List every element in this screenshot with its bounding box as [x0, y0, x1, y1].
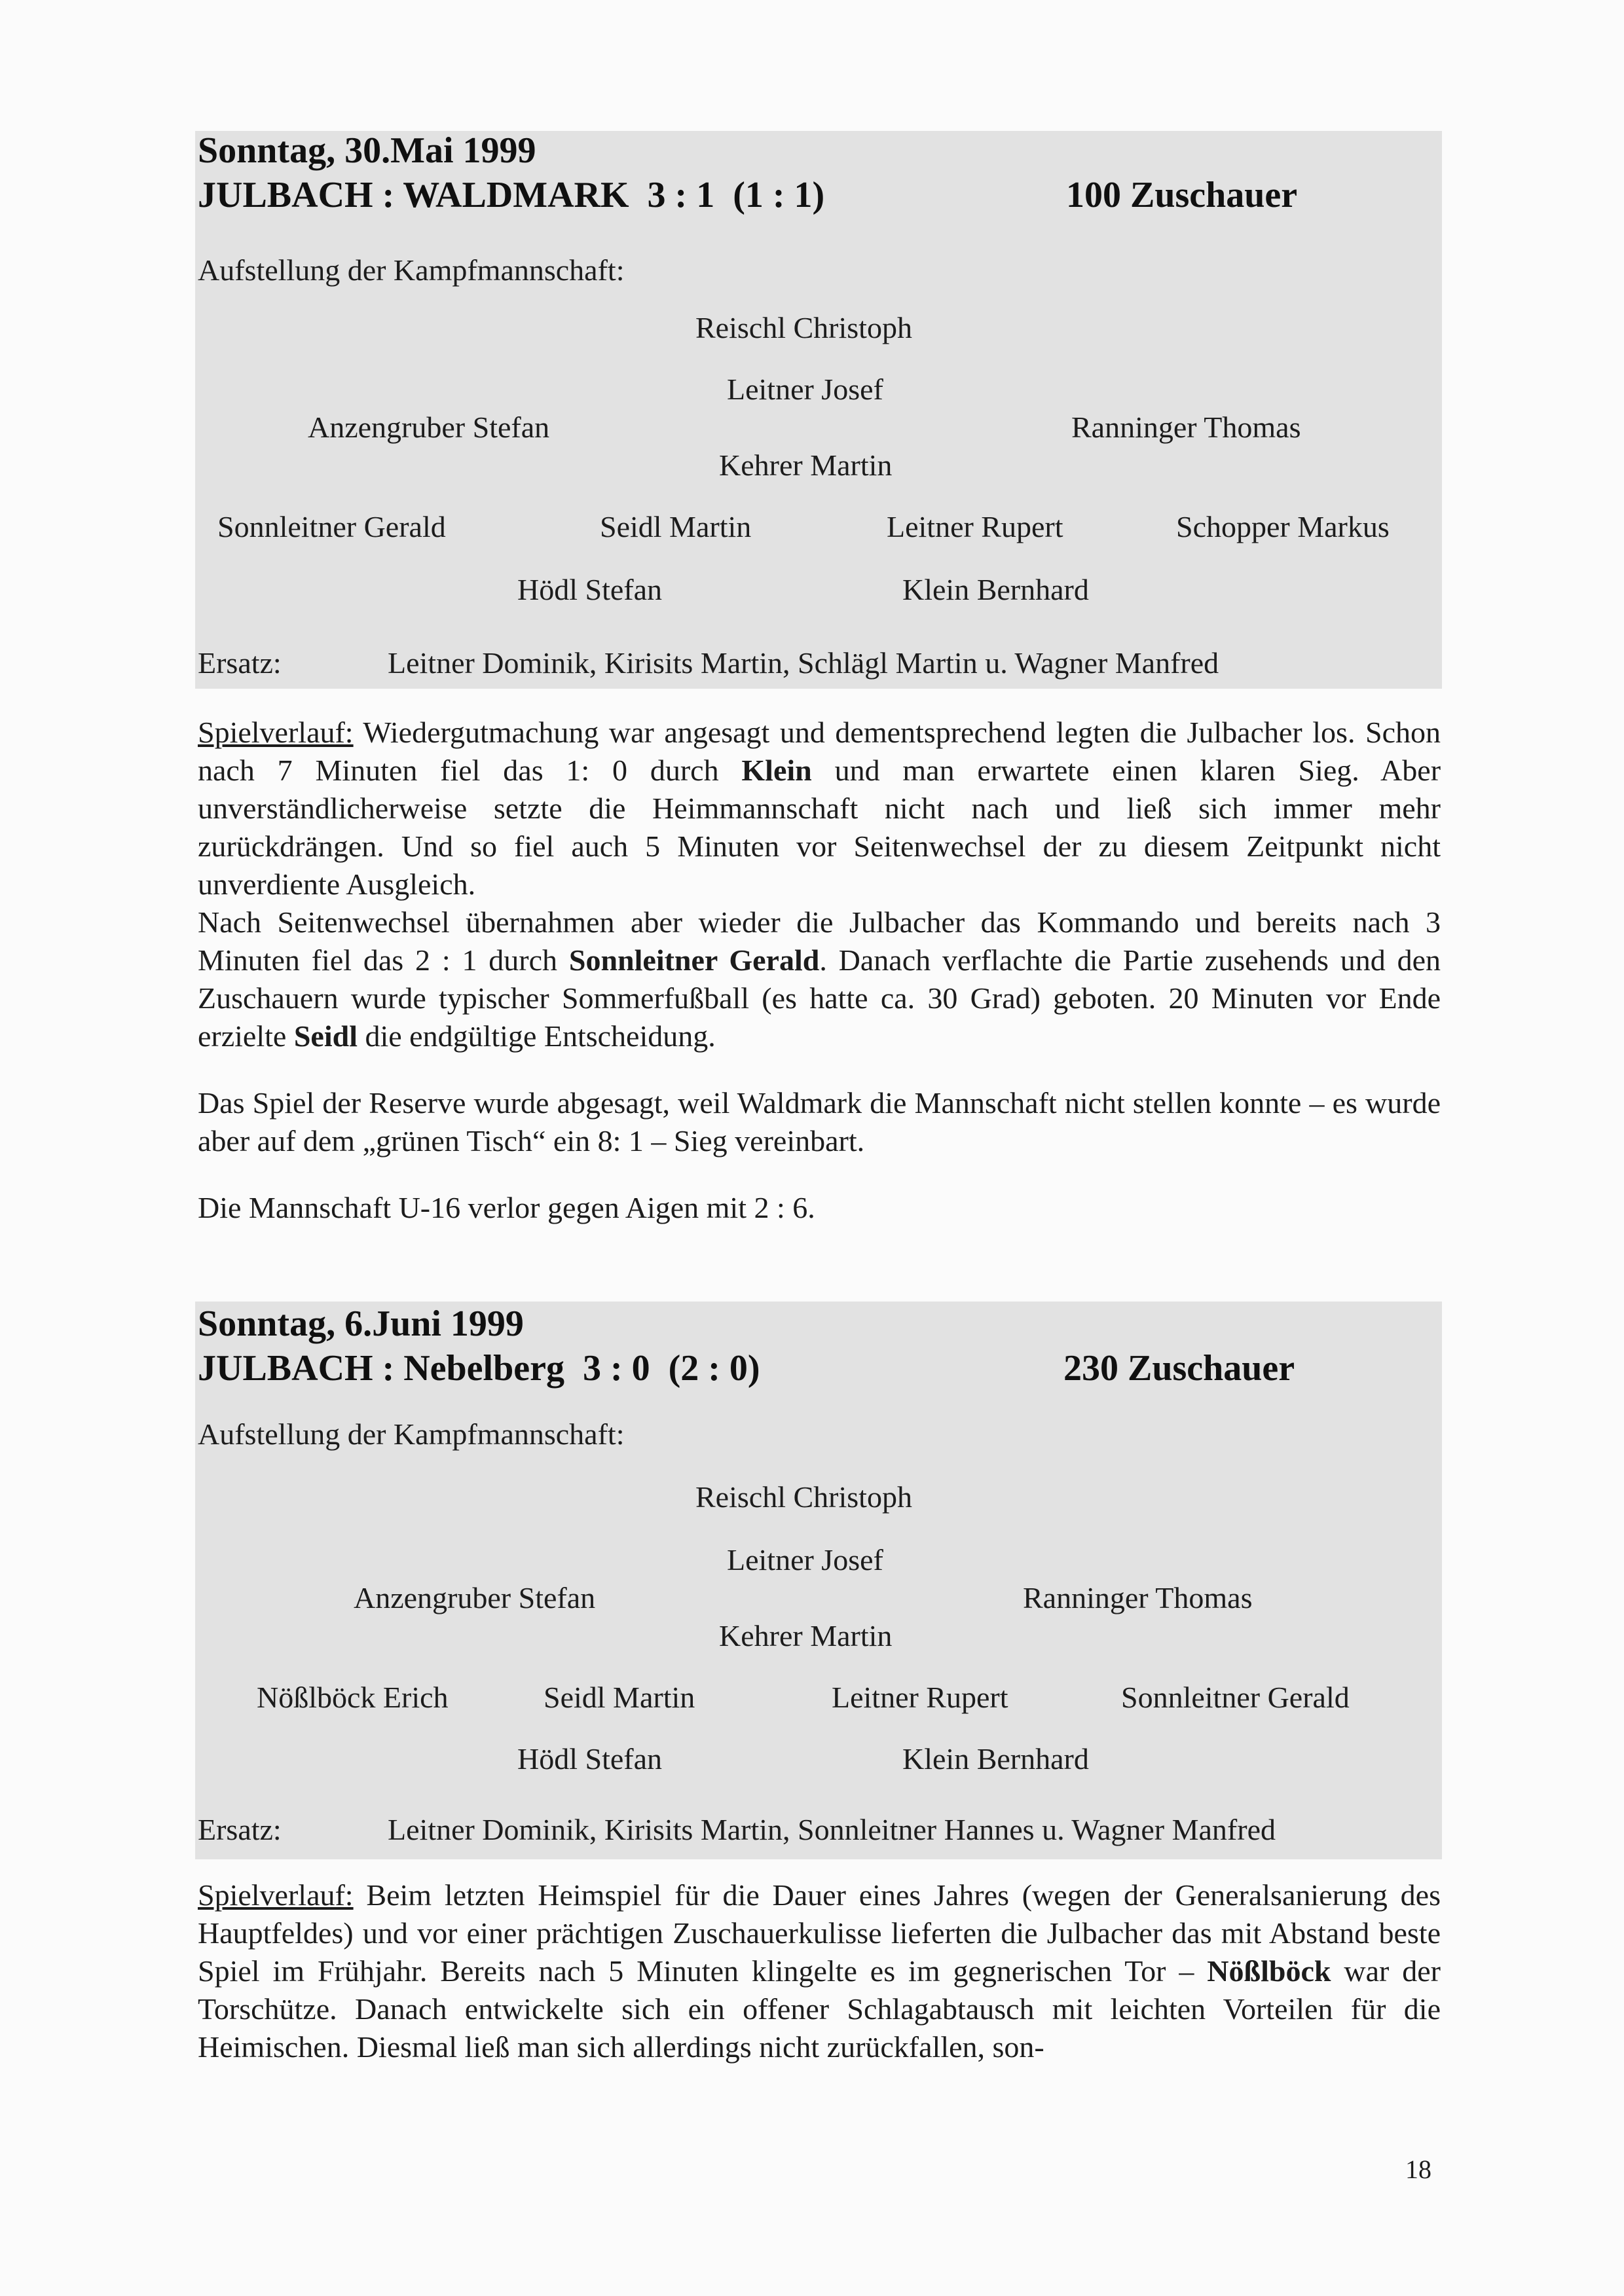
match1-defender-left: Anzengruber Stefan	[308, 410, 550, 444]
match1-midfielder: Schopper Markus	[1176, 510, 1390, 543]
match2-midfielder: Seidl Martin	[544, 1681, 695, 1714]
match2-lineup-label: Aufstellung der Kampfmannschaft:	[198, 1417, 625, 1451]
match1-report-label: Spielverlauf:	[198, 716, 354, 749]
scorer-name: Sonnleitner Gerald	[568, 943, 820, 977]
match1-goalkeeper: Reischl Christoph	[695, 311, 912, 344]
match1-forward: Hödl Stefan	[517, 573, 663, 606]
match2-report-label: Spielverlauf:	[198, 1878, 354, 1912]
match1-midfielder: Sonnleitner Gerald	[217, 510, 446, 543]
scorer-name: Klein	[741, 754, 812, 787]
match1-lineup-label: Aufstellung der Kampfmannschaft:	[198, 253, 625, 287]
match2-midfielder: Leitner Rupert	[832, 1681, 1008, 1714]
match1-report-second-half: Nach Seitenwechsel übernahmen aber wieder die Julbacher das Kommando und bereits nach 3 Minuten fiel das 2 : 1 durch Sonnleitner Gerald. Danach verflachte die Partie zusehends und den Zuschauern wurde typischer Sommerfußball (es hatte ca. 30 Grad) geboten. 20 Minuten vor Ende erzielte Seidl die endgültige Entscheidung.	[198, 905, 1441, 1053]
page-number: 18	[1405, 2155, 1431, 2184]
match1-stopper: Kehrer Martin	[719, 448, 893, 482]
match1-subs: Leitner Dominik, Kirisits Martin, Schlägl Martin u. Wagner Manfred	[388, 646, 1219, 680]
scorer-name: Nößlböck	[1207, 1954, 1331, 1988]
match2-subs: Leitner Dominik, Kirisits Martin, Sonnleitner Hannes u. Wagner Manfred	[388, 1813, 1276, 1846]
match1-midfielder: Seidl Martin	[600, 510, 752, 543]
match2-libero: Leitner Josef	[727, 1543, 883, 1576]
match2-midfielder: Sonnleitner Gerald	[1121, 1681, 1350, 1714]
match1-reserve-note: Das Spiel der Reserve wurde abgesagt, weil Waldmark die Mannschaft nicht stellen konnte – es wurde aber auf dem „grünen Tisch“ ein 8: 1 – Sieg vereinbart.	[198, 1086, 1441, 1157]
match1-date: Sonntag, 30.Mai 1999	[198, 130, 536, 171]
match1-result: JULBACH : WALDMARK 3 : 1 (1 : 1)	[198, 175, 825, 215]
match2-midfielder: Nößlböck Erich	[257, 1681, 449, 1714]
match2-forward: Hödl Stefan	[517, 1742, 663, 1776]
match1-subs-label: Ersatz:	[198, 646, 282, 680]
match2-stopper: Kehrer Martin	[719, 1619, 893, 1652]
match1-midfielder: Leitner Rupert	[887, 510, 1063, 543]
match2-goalkeeper: Reischl Christoph	[695, 1480, 912, 1514]
match2-date: Sonntag, 6.Juni 1999	[198, 1303, 524, 1344]
match2-forward: Klein Bernhard	[902, 1742, 1089, 1776]
match2-spectators: 230 Zuschauer	[1063, 1348, 1295, 1389]
match1-libero: Leitner Josef	[727, 373, 883, 406]
match1-forward: Klein Bernhard	[902, 573, 1089, 606]
match1-spectators: 100 Zuschauer	[1066, 175, 1298, 215]
match2-report: Spielverlauf: Beim letzten Heimspiel für die Dauer eines Jahres (wegen der Generalsanierung des Hauptfeldes) und vor einer prächtigen Zuschauerkulisse lieferten die Julbacher das mit Abstand beste Spiel im Frühjahr. Bereits nach 5 Minuten klingelte es im gegnerischen Tor – Nößlböck war der Torschütze. Danach entwickelte sich ein offener Schlagabtausch mit leichten Vorteilen für die Heimischen. Diesmal ließ man sich allerdings nicht zurückfallen, son-	[198, 1878, 1441, 2064]
scorer-name: Seidl	[293, 1019, 358, 1053]
match2-defender-left: Anzengruber Stefan	[354, 1581, 596, 1614]
match1-u16-note: Die Mannschaft U-16 verlor gegen Aigen mit 2 : 6.	[198, 1191, 815, 1224]
match2-defender-right: Ranninger Thomas	[1023, 1581, 1253, 1614]
match1-defender-right: Ranninger Thomas	[1071, 410, 1301, 444]
match2-result: JULBACH : Nebelberg 3 : 0 (2 : 0)	[198, 1348, 760, 1389]
match2-subs-label: Ersatz:	[198, 1813, 282, 1846]
match1-report: Spielverlauf: Wiedergutmachung war angesagt und dementsprechend legten die Julbacher los. Schon nach 7 Minuten fiel das 1: 0 durch Klein und man erwartete einen klaren Sieg. Aber unverständlicherweise setzte die Heimmannschaft nicht nach und ließ sich immer mehr zurückdrängen. Und so fiel auch 5 Minuten vor Seitenwechsel der zu diesem Zeitpunkt nicht unverdiente Ausgleich.	[198, 716, 1441, 901]
